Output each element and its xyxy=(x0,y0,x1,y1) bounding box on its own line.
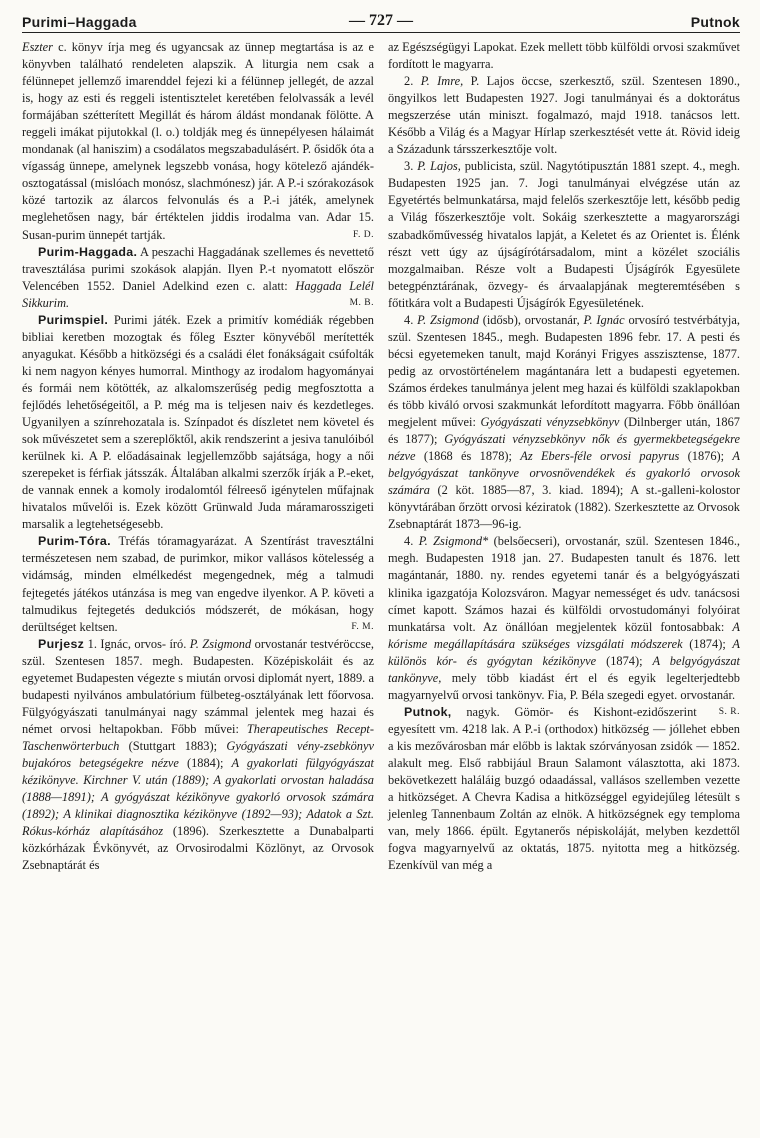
entry-signature: M. B. xyxy=(349,297,374,308)
entry-headword: Purim-Tóra. xyxy=(38,534,111,549)
entry-signature: F. M. xyxy=(351,621,374,632)
entry-purimspiel: Purimspiel. Purimi játék. Ezek a primitív komédiák régebben bibliai keretben mozogtak és főleg Eszter könyvéből merítették anyagukat. Később a hitközségi és a családi élet fonákságait csúfolták ki nem nagyon kényes humorral. Minthogy az irodalom hagyományai és formái nem kötötték, az alkalomszerűség pedig megfosztotta a fejlődés lehetőségeitől, a P. még ma is teljesen naiv és kezdetleges. Ugyanilyen a színrehozatala is. Színpadot és díszletet nem követel és sok művészetet sem a szereplőktől, akik rendszerint a jesiva tanulóiból kerülnek ki. A P. előadásainak legjellemzőbb sajátsága, hogy a női szerepeket is férfiak játsszák. Általában alkalmi szerzők írják a P.-eket, de vannak ennek a komoly irodalomtól félreeső igénytelen műfajnak hivatalos művelői is. Ezek között Grünwald Juda máramarosszigeti marsalik a legtehetségesebb. xyxy=(22,312,374,532)
entry-purjesz: Purjesz 1. Ignác, orvos- író. P. Zsigmond orvostanár testvéröccse, szül. Szentesen 1857. megh. Budapesten. Középiskoláit és az egyetemet Budapesten végezte s miután orvosi diplomát nyert, 1889. a budapesti nyilvános ambulatórium fülbeteg-osztályának lett főorvosa. Fülgyógyászati tanulmányai nagy számmal jelentek meg hazai és német orvosi heltapokban. Főbb művei: Therapeutisches Recept-Taschenwörterbuch (Stuttgart 1883); Gyógyászati vény-zsebkönyv bujakóros betegségekre nézve (1884); A gyakorlati fülgyógyászat kézikönyve. Kirchner V. után (1889); A gyakorlati orvostan haladása (1888—1891); A gyógyászat kézikönyve gyakorló orvosok számára (1892); A klinikai diagnosztika kézikönyve (1892—93); Adatok a Szt. Rókus-kórház alapításához (1896). Szerkesztette a Dunabalparti közkórházak Évkönyvét, az Orvosirodalmi Közlönyt, az Orvosok Zsebnaptárát és xyxy=(22,636,375,873)
entry-headword: Purim-Haggada. xyxy=(38,244,138,259)
header-right-guideword: Putnok xyxy=(690,14,740,30)
entry-signature: F. D. xyxy=(352,229,374,240)
entry-continuation: Eszter c. könyv írja meg és ugyancsak az ünnep megtartása is az e könyvben található rendeleten alapszik. A liturgia nem csak a félünnepet jellemző imarenddel fejezi ki a félünnep jellegét, de azzal is, hogy az esti és reggeli istentisztelet keretében felolvassák a levél formájában szétterített Megillát és három áldást mondanak fölötte. A reggeli imákat pijutokkal (l. o.) toldják meg és ünnepélyesen hálaimát mondanak (al haniszim) a csodálatos megszabadulásért. P. ősidők óta a vígasság ünnepe, amelynek legszebb vonása, hogy kötelező ajándék-osztogatással (mislóach monósz, slachmónesz) jár. A P.-i szórakozások közé tartozik az álarcos felvonulás és a P.-i játék, amelynek meglehetősen nagy, bár értéktelen jiddis irodalma van. Adar 15. Susan-purim ünnepét tartják. F. D. xyxy=(22,39,374,244)
entry-headword: Purimspiel. xyxy=(38,312,109,327)
left-column xyxy=(22,39,374,874)
page-number: — 727 — xyxy=(349,12,413,29)
entry-headword: Purjesz xyxy=(38,636,85,651)
subentry-imre: 2. P. Imre, P. Lajos öccse, szerkesztő, szül. Szentesen 1890., öngyilkos lett Budapesten 1927. Jogi tanulmányai és a doktorátus megszerzése után miniszt. fogalmazó, majd 1918. tanácsos lett. Később a Világ és a Magyar Hírlap szerkesztését vette át. Rövid ideig a Századunk társszerkesztője volt. xyxy=(388,74,741,157)
subentry-zsigmond-elder: 4. P. Zsigmond (idősb), orvostanár, P. Ignác orvosíró testvérbátyja, szül. Szentesen 1845., megh. Budapesten 1896 febr. 17. A pesti és bécsi egyetemeken tanult, majd Korányi Frigyes asszisztense, 1877. pedig az orvostörténelem magántanára lett a budapesti egyetemen. Számos érdekes tanulmánya jelent meg hazai és külföldi szaklapokban és több kiváló orvosi szakmunkát lefordított magyarra. Főbb önállóan megjelent művei: Gyógyászati vényzsebkönyv (Dilnberger után, 1867 és 1877); Gyógyászati vényzsebkönyv nők és gyermekbetegségekre nézve (1868 és 1878); Az Ebers-féle orvosi papyrus (1876); A belgyógyászat tankönyve orvosnövendékek és gyakorló orvosok számára (2 köt. 1885—87, 3. kiad. 1894); A st.-galleni-kolostor könyvtárában őrzött orvosi kéziratok (1882). Szerkesztette az Orvosok Zsebnaptárát 1873—96-ig. xyxy=(388,312,741,532)
entry-continuation: az Egészségügyi Lapokat. Ezek mellett több külföldi orvosi szakművet fordított le magyarra. xyxy=(388,40,741,72)
header-left-guideword: Purimi–Haggada xyxy=(22,14,137,30)
entry-headword: Putnok, xyxy=(404,704,452,719)
two-column-body xyxy=(22,39,740,874)
entry-putnok: Putnok, nagyk. Gömör- és Kishont-ezidőszerint egyesített vm. 4218 lak. A P.-i (orthodox) hitközség — jóllehet ebben a kis mezővárosban már előbb is laktak szórványosan zsidók — 1852. alakult meg. Első rabbijául Braun Salamont választotta, aki 1873. bekövetkezett haláláig buzgó odaadással, vallásos szellemben vezette a hitközséget. A Chevra Kadisa a hitközséggel egyidejűleg létesült s jelenleg Tannenbaum Zoltán az elnök. A hitközségnek egy temploma van, mely 1866. épült. Egytanerős népiskoláját, melyben kezdettől fogva magyarnyelvű az oktatás, 1875. nyitotta meg a hitközség. Ezenkívül van még a xyxy=(388,704,740,873)
subentry-zsigmond-younger: 4. P. Zsigmond* (belsőecseri), orvostanár, szül. Szentesen 1846., megh. Budapesten 1918 jan. 27. Budapesten tanult és 1876. lett magántanár, 1880. ny. rendes egyetemi tanár és a belgyógyászati klinika igazgatója Kolozsváron. Magyar nemességet és udv. tanácsosi címet kapott. Számos hazai és külföldi orvostudományi folyóirat munkatársa volt. Az önállóan megjelentek közül fontosabbak: A kórisme megállapítására szükséges vizsgálati módszerek (1874); A különös kór- és gyógytan kézikönyve (1874); A belgyógyászat tankönyve, mely több kiadást ért el és egyik legelterjedtebb magyarnyelvű orvosi tankönyv. Fia, P. Béla szegedi egyet. orvostanár. S. R. xyxy=(388,533,740,703)
right-column xyxy=(388,39,740,874)
entry-signature: S. R. xyxy=(718,706,740,717)
running-header xyxy=(22,8,740,33)
entry-purim-haggada: Purim-Haggada. A peszachi Haggadának szellemes és nevettető travesztálása purimi szokások alapján. Ilyen P.-t nyomatott először Velencében 1552. Daniel Adelkind ezen c. alatt: Haggada Lelél Sikkurim. M. B. xyxy=(22,244,374,312)
entry-purim-tora: Purim-Tóra. Tréfás tóramagyarázat. A Szentírást travesztálni természetesen nem szabad, de purimkor, mikor vallásos kötelesség a vidámság, minden elmélkedést megengednek, még a talmudi fejtegetés játékos utánzása is meg van engedve ilyenkor. A P. követi a talmudikus fejtegetés dedukciós módszerét, de mókásan, hogy derültséget keltsen. F. M. xyxy=(22,533,374,635)
subentry-lajos: 3. P. Lajos, publicista, szül. Nagytótipusztán 1881 szept. 4., megh. Budapesten 1925 jan. 7. Jogi tanulmányai elvégzése után az Egyetértés belmunkatársa, majd felelős szerkesztője lett, később pedig a Világ főszerkesztője volt. Sokáig szerkesztette a magyarországi szabadkőművesség hivatalos lapját, a Keletet és az Orientet is. Élénk részt vett úgy az újságírótársadalom, mint a közélet szociális mozgalmaiban. Része volt a Budapesti Újságírók Egyesülete betegpénztárának, özvegy- és árvaalapjának megteremtésében s főtitkára volt a Budapesti Újságírók Egyesületének. xyxy=(388,159,741,310)
